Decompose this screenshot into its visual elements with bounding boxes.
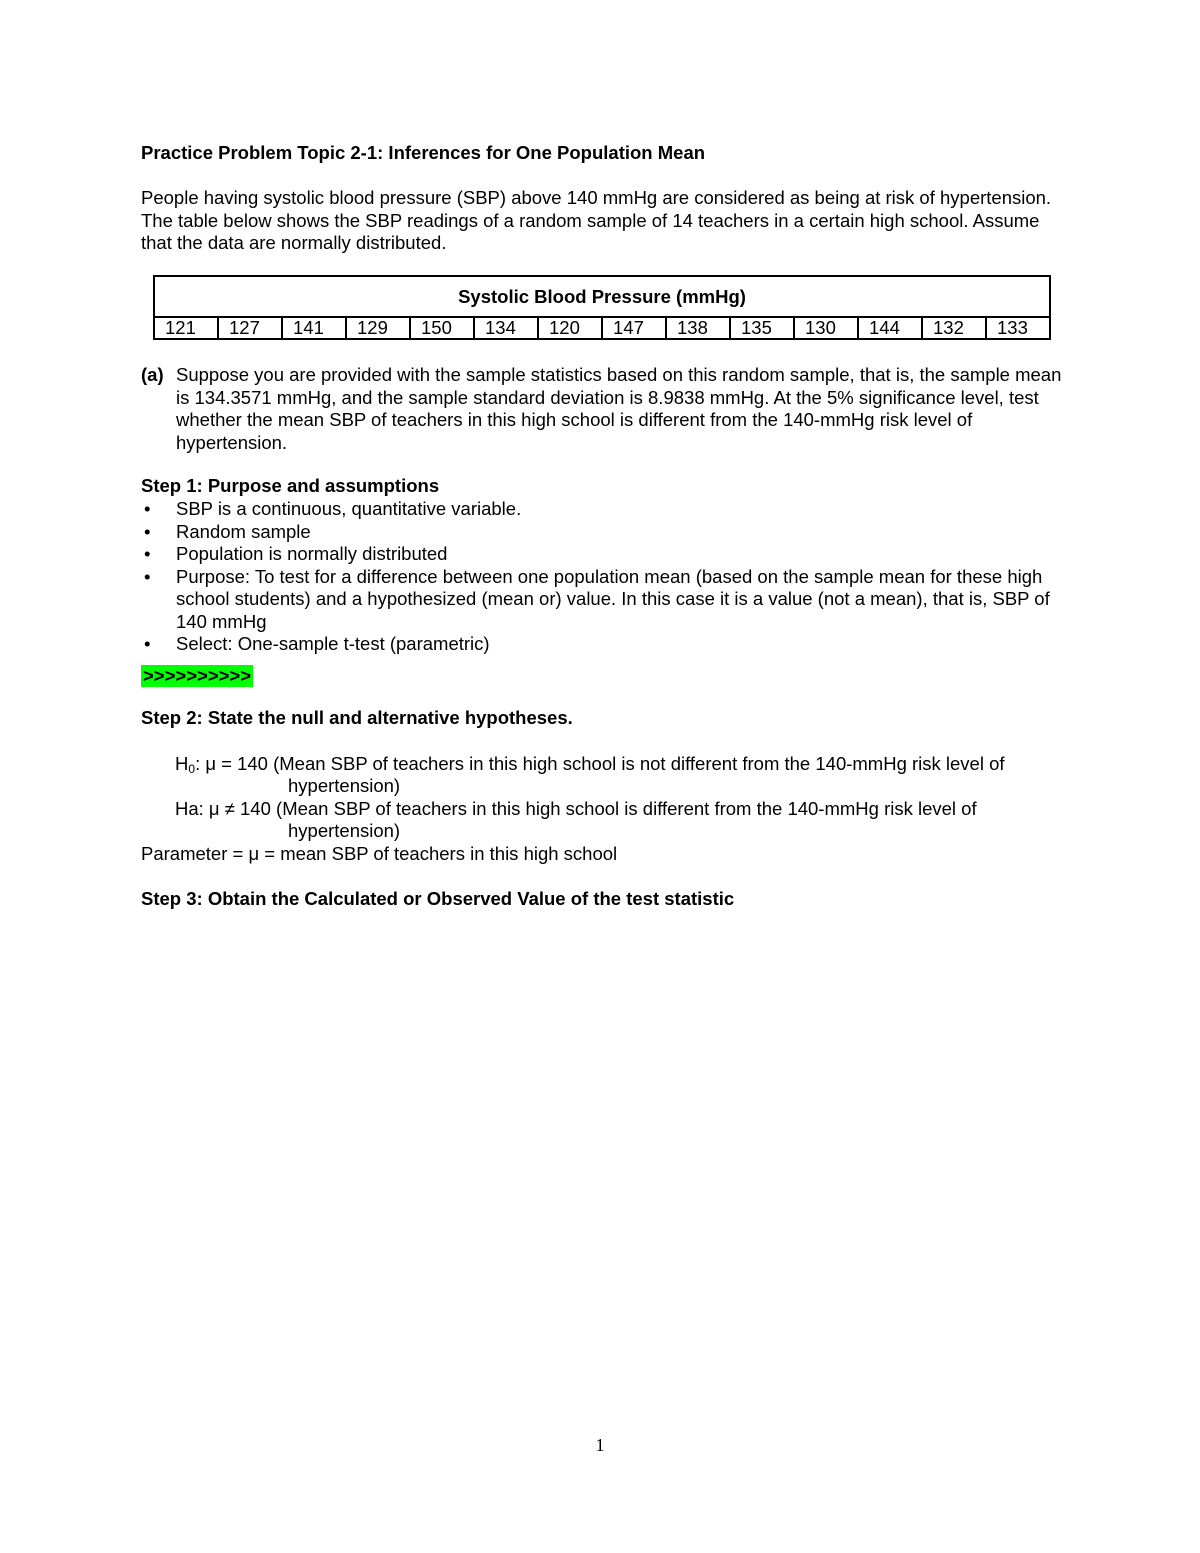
bullet-icon: •	[144, 565, 151, 587]
step3-heading: Step 3: Obtain the Calculated or Observed Value of the test statistic	[141, 888, 735, 909]
table-row	[154, 317, 1050, 339]
table-cell: 130	[794, 317, 858, 339]
bullet-icon: •	[144, 498, 151, 519]
bullet-text: Purpose: To test for a difference between one population mean (based on the sample mean for these high school students) and a hypothesized (mean or) value. In this case it is a value (not a mean), that is, SBP of 140 mmHg	[176, 565, 1050, 632]
null-hypothesis-continuation: hypertension)	[288, 775, 401, 796]
sbp-table	[153, 275, 1051, 340]
table-cell: 138	[666, 317, 730, 339]
step1-bullet-list	[141, 498, 1071, 656]
table-cell: 150	[410, 317, 474, 339]
sbp-table-header: Systolic Blood Pressure (mmHg)	[154, 276, 1050, 317]
table-cell: 141	[282, 317, 346, 339]
table-cell: 135	[730, 317, 794, 339]
list-item	[141, 633, 1071, 656]
table-cell: 133	[986, 317, 1050, 339]
table-cell: 120	[538, 317, 602, 339]
h0-label: H	[175, 753, 189, 774]
list-item	[141, 543, 1071, 566]
table-cell: 134	[474, 317, 538, 339]
list-item	[141, 521, 1071, 544]
intro-paragraph: People having systolic blood pressure (SBP) above 140 mmHg are considered as being at risk of hypertension. The table below shows the SBP readings of a random sample of 14 teachers in a certain high school. Assume that the data are normally distributed.	[141, 187, 1052, 253]
bullet-icon: •	[144, 543, 151, 564]
question-a-label: (a)	[141, 364, 164, 385]
table-cell: 132	[922, 317, 986, 339]
table-cell: 144	[858, 317, 922, 339]
null-hypothesis	[175, 753, 1075, 776]
step1-heading: Step 1: Purpose and assumptions	[141, 475, 440, 496]
highlight-marker: >>>>>>>>>>	[143, 665, 252, 686]
h0-subscript: 0	[188, 762, 196, 776]
list-item	[141, 566, 1071, 634]
table-cell: 129	[346, 317, 410, 339]
table-cell: 121	[154, 317, 218, 339]
bullet-text: Random sample	[176, 520, 311, 542]
page-title: Practice Problem Topic 2-1: Inferences for One Population Mean	[141, 142, 706, 163]
bullet-text: Population is normally distributed	[176, 543, 448, 564]
list-item	[141, 498, 1071, 521]
h0-text: : μ = 140 (Mean SBP of teachers in this high school is not different from the 140-mmHg risk level of	[195, 753, 1005, 774]
bullet-icon: •	[144, 633, 151, 654]
bullet-text: SBP is a continuous, quantitative variable.	[176, 498, 522, 519]
alternative-hypothesis: Ha: μ ≠ 140 (Mean SBP of teachers in this high school is different from the 140-mmHg risk level of	[175, 798, 977, 819]
step2-heading: Step 2: State the null and alternative hypotheses.	[141, 707, 573, 728]
table-cell: 127	[218, 317, 282, 339]
question-a-text: Suppose you are provided with the sample statistics based on this random sample, that is, the sample mean is 134.3571 mmHg, and the sample standard deviation is 8.9838 mmHg. At the 5% significance level, test whether the mean SBP of teachers in this high school is different from the 140-mmHg risk level of hypertension.	[176, 364, 1062, 453]
parameter-definition: Parameter = μ = mean SBP of teachers in this high school	[141, 843, 618, 864]
table-cell: 147	[602, 317, 666, 339]
bullet-icon: •	[144, 520, 151, 542]
alternative-hypothesis-continuation: hypertension)	[288, 820, 401, 841]
bullet-text: Select: One-sample t-test (parametric)	[176, 633, 490, 654]
page-number: 1	[595, 1435, 605, 1455]
